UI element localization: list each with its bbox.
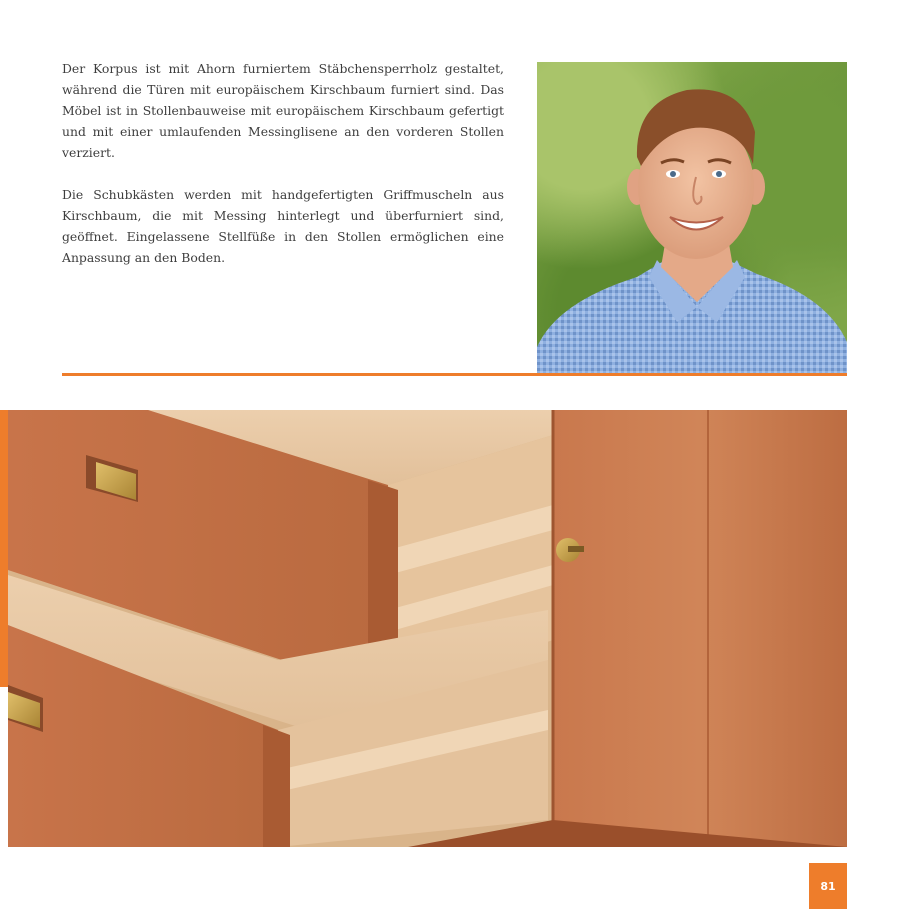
- side-accent-bar: [0, 410, 8, 687]
- body-text: [62, 58, 504, 268]
- page-number: 81: [809, 863, 847, 909]
- paragraph-2: Die Schubkästen werden mit handgefertigten Griffmuscheln aus Kirschbaum, die mit Messing hinterlegt und überfurniert sind, geöffnet. Eingelassene Stellfüße in den Stollen ermöglichen eine Anpassung an den Boden.: [62, 187, 504, 265]
- cabinet-photo: [8, 410, 847, 847]
- orange-divider: [62, 373, 847, 376]
- portrait-photo: [537, 62, 847, 373]
- cabinet-illustration: [8, 410, 847, 847]
- paragraph-1: Der Korpus ist mit Ahorn furniertem Stäbchensperrholz gestaltet, während die Türen mit europäischem Kirschbaum furniert sind. Das Möbel ist in Stollenbauweise mit europäischem Kirschbaum gefertigt und mit einer umlaufenden Messinglisene an den vorderen Stollen verziert.: [62, 61, 504, 160]
- portrait-illustration: [537, 62, 847, 373]
